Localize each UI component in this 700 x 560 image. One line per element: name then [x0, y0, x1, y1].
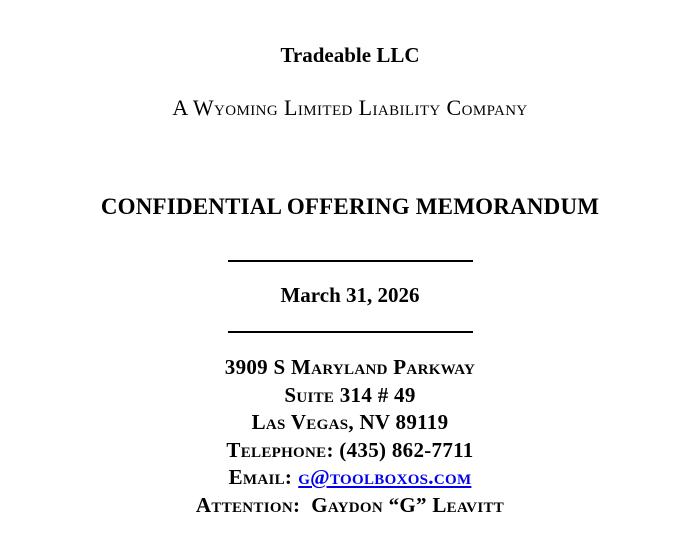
address-line-street: 3909 S Maryland Parkway [224, 355, 476, 379]
company-name: Tradeable LLC [280, 43, 420, 67]
attention-line [0, 492, 700, 520]
attention-value: Gaydon “G” Leavitt [311, 492, 505, 517]
email-label: Email: [228, 465, 293, 489]
address-line-suite: Suite 314 # 49 [284, 382, 416, 407]
address-line-city: Las Vegas, NV 89119 [251, 410, 449, 434]
email-link[interactable]: g@toolboxos.com [298, 465, 472, 489]
contact-block [0, 354, 700, 519]
attention-label: Attention: [195, 492, 301, 517]
divider-bottom [228, 331, 473, 333]
company-type-subtitle: A Wyoming Limited Liability Company [172, 95, 528, 120]
email-line [0, 464, 700, 492]
document-date: March 31, 2026 [280, 283, 420, 307]
document-title: CONFIDENTIAL OFFERING MEMORANDUM [100, 194, 600, 219]
divider-top [228, 260, 473, 262]
telephone-line: Telephone: (435) 862-7711 [226, 437, 474, 462]
